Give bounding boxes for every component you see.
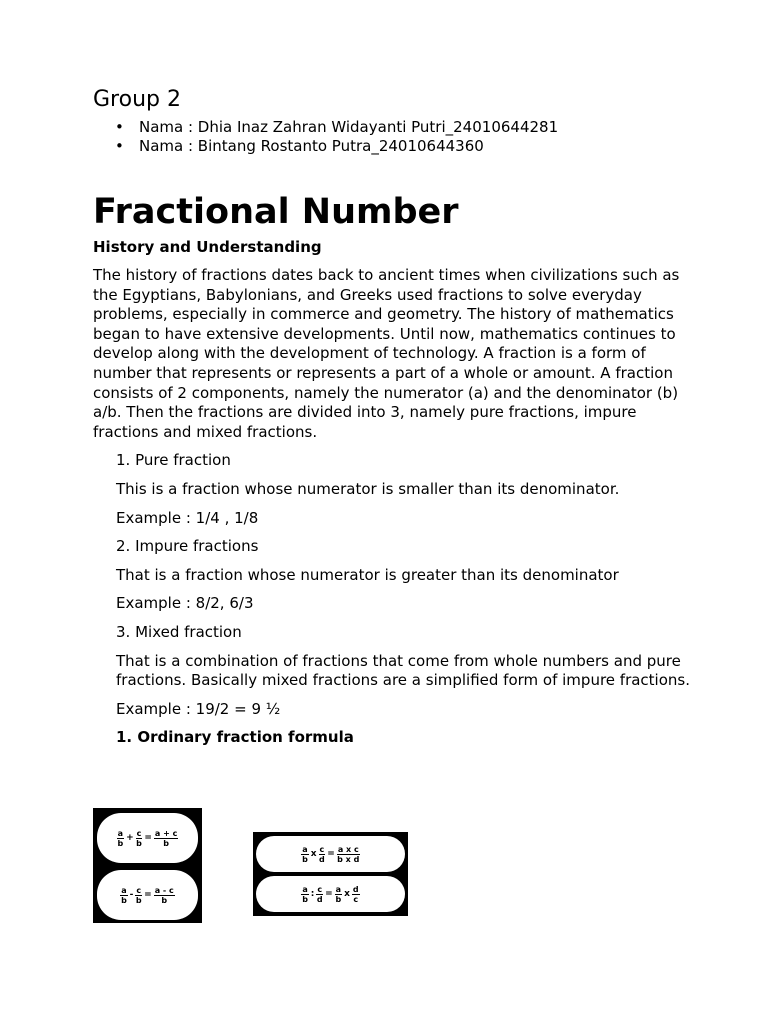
addition-formula: $\frac{a}{b}$ + $\frac{c}{b}$ = $\frac{a + c}{b}$ xyxy=(97,813,198,863)
intro-paragraph: The history of fractions dates back to ancient times when civilizations such as the Egyptians, Babylonians, and Greeks used fractions to solve everyday problems, especially in commerce and geometry. The history of mathematics began to have extensive developments. Until now, mathematics continues to develop along with the development of technology. A fraction is a form of number that represents or represents a part of a whole or amount. A fraction consists of 2 components, namely the numerator (a) and the denominator (b) a/b. Then the fractions are divided into 3, namely pure fractions, impure fractions and mixed fractions. xyxy=(93,266,680,441)
item-example-mixed: Example : 19/2 = 9 ½ xyxy=(116,699,281,718)
group-title: Group 2 xyxy=(93,87,181,112)
item-heading-impure: 2. Impure fractions xyxy=(116,537,259,556)
member-item xyxy=(93,137,693,156)
bullet-icon: • xyxy=(115,137,124,155)
multiplication-formula: $\frac{a}{b}$ x $\frac{c}{d}$ = $\frac{\text{a x c}}{\text{b x d}}$ xyxy=(256,836,405,872)
member-list xyxy=(93,118,693,156)
item-heading-pure: 1. Pure fraction xyxy=(116,451,231,470)
item-description-pure: This is a fraction whose numerator is smaller than its denominator. xyxy=(116,479,620,498)
section-subtitle: History and Understanding xyxy=(93,238,322,256)
document-title: Fractional Number xyxy=(93,192,459,232)
bullet-icon: • xyxy=(115,118,124,136)
member-name: Nama : Bintang Rostanto Putra_24010644360 xyxy=(139,137,484,155)
item-heading-mixed: 3. Mixed fraction xyxy=(116,622,242,641)
document-page xyxy=(93,86,693,748)
member-name: Nama : Dhia Inaz Zahran Widayanti Putri_24010644281 xyxy=(139,118,559,136)
item-description-mixed: That is a combination of fractions that come from whole numbers and pure fractions. Basically mixed fractions are a simplified form of impure fractions. xyxy=(116,651,690,690)
formula-image-add-sub xyxy=(93,808,202,923)
formula-image-mul-div xyxy=(253,832,408,916)
item-description-impure: That is a fraction whose numerator is greater than its denominator xyxy=(116,565,619,584)
item-example-impure: Example : 8/2, 6/3 xyxy=(116,594,254,613)
division-formula: $\frac{a}{b}$ : $\frac{c}{d}$ = $\frac{a}{b}$ x $\frac{d}{c}$ xyxy=(256,876,405,912)
member-item xyxy=(93,118,693,137)
item-example-pure: Example : 1/4 , 1/8 xyxy=(116,508,259,527)
subtraction-formula: $\frac{a}{b}$ - $\frac{c}{b}$ = $\frac{a - c}{b}$ xyxy=(97,870,198,920)
formula-heading: 1. Ordinary fraction formula xyxy=(116,728,354,747)
